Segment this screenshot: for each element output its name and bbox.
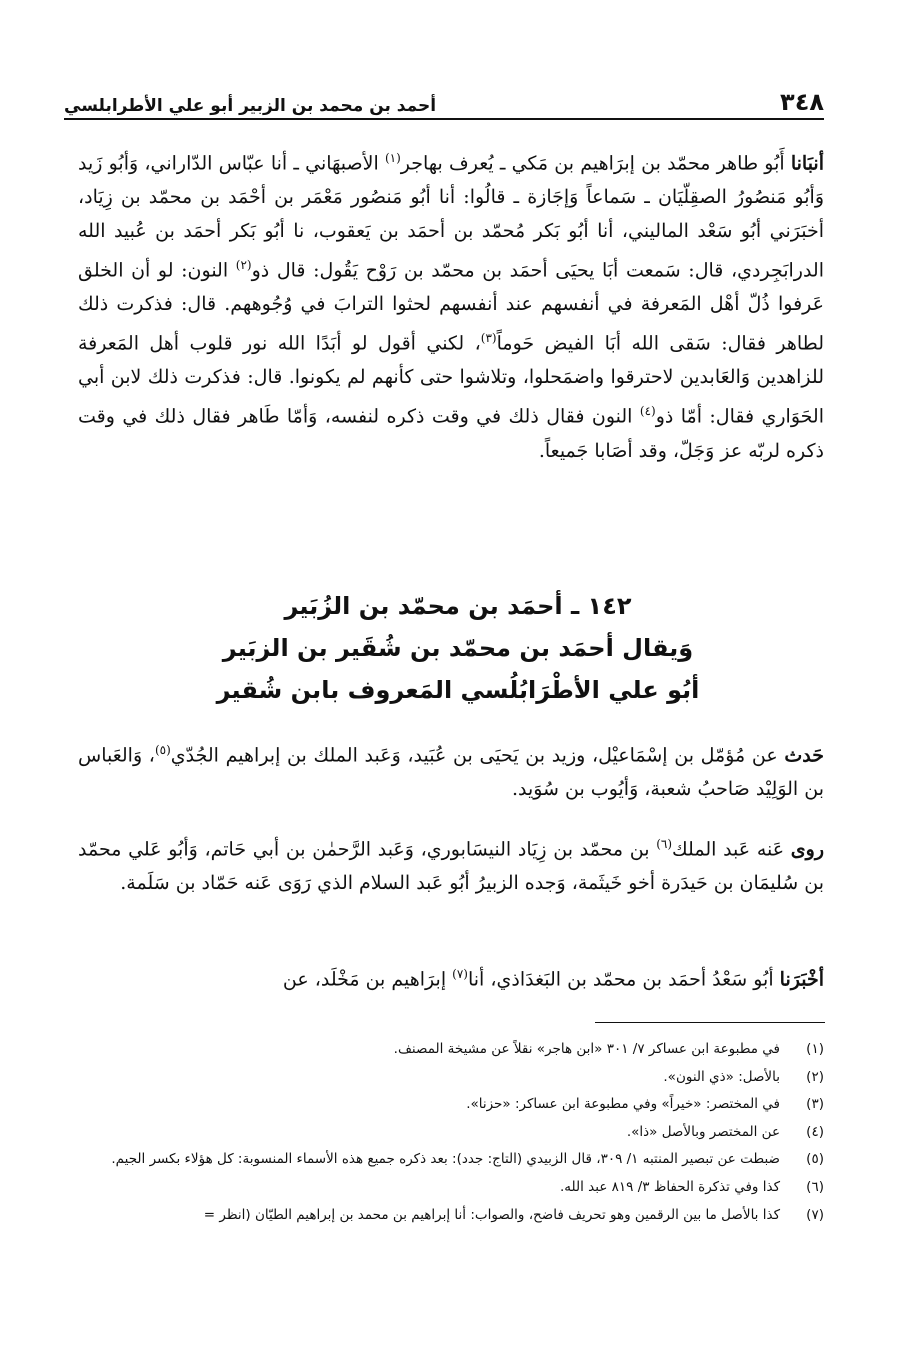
paragraph-4	[78, 958, 824, 997]
entry-title-line-2: وَيقال أحمَد بن محمّد بن شُقَير بن الزبَير	[222, 634, 694, 662]
paragraph-text: أَبُو طاهر محمّد بن إبرَاهيم بن مَكي ـ يُعرف بهاجر	[400, 152, 791, 175]
footnote-marker[interactable]: (٢)	[235, 258, 252, 273]
footnote-number: (٣)	[806, 1096, 824, 1113]
footnote-text: كذا وفي تذكرة الحفاظ ٣/ ٨١٩ عبد الله.	[560, 1178, 780, 1195]
paragraph-text: الأصبهَاني ـ أنا عبّاس الدّاراني، وَأبُو زَيد وَأبُو مَنصُورُ الصقِلّيَان ـ سَماعاً وَإجَازة ـ قالُوا: أنا أبُو مَنصُور مَعْمَر بن أحْمَد بن محمّد بن زِيَاد، أخبَرَني أبُو سَعْد الماليني، أنا أبُو بَكر مُحمّد بن أحمَد بن يَعقوب، نا أبُو بَكر أحمَد بن عُبيد الله الدرابَجِردي، قال: سَمعت أبَا يحيَى أحمَد بن محمّد بن رَوْح يَقُول: قال ذو	[78, 152, 824, 282]
paragraph-text: عن مُؤمّل بن إسْمَاعيْل، وزيد بن يَحيَى بن عُبَيد، وَعَبد الملك بن إبراهيم الجُدّي	[170, 744, 785, 767]
footnote-marker[interactable]: (١)	[384, 151, 401, 165]
footnote-number: (٦)	[806, 1178, 824, 1195]
header-rule	[64, 118, 824, 120]
paragraph-text: بن محمّد بن زِيَاد النيسَابوري، وَعَبد الرَّحمٰن بن أبي حَاتم، وَأبُو عَلي محمّد بن سُليمَان بن حَيدَرة أخو خَيثَمة، وَجده الزبيرُ أبُو عَبد السلام الذي رَوَى عَنه حَمّاد بن سَلَمة.	[78, 838, 824, 895]
footnote	[64, 1146, 824, 1174]
footnote-number: (٤)	[806, 1123, 824, 1140]
footnote	[64, 1091, 824, 1119]
footnote	[64, 1119, 824, 1147]
footnote-marker[interactable]: (٣)	[480, 331, 497, 346]
footnote-rule	[595, 1022, 825, 1023]
footnote	[64, 1036, 824, 1064]
footnote-text: في مطبوعة ابن عساكر ٧/ ٣٠١ «ابن هاجر» نقلاً عن مشيخة المصنف.	[393, 1041, 780, 1057]
paragraph-text: إبرَاهيم بن مَخْلَد، عن	[282, 968, 453, 991]
footnotes	[64, 1036, 824, 1229]
paragraph-text: عَنه عَبد الملك	[672, 838, 791, 861]
footnote-text: عن المختصر وبالأصل «ذا».	[626, 1123, 780, 1140]
paragraph-text: ، وَالعَباس بن الوَلِيْد صَاحبُ شعبة، وَأيُوب بن سُوَيد.	[78, 744, 824, 801]
footnote	[64, 1064, 824, 1092]
paragraph-lead: حَدث	[784, 744, 825, 767]
footnote-text: بالأصل: «ذي النون».	[663, 1068, 780, 1085]
page-number: ٣٤٨	[780, 88, 824, 116]
paragraph-lead: روى	[790, 838, 824, 861]
paragraph-text: النون: لو أن الخلق عَرفوا ذُلّ أهْل المَعرفة في أنفسهم عند أنفسهم لحثوا الترابَ في وُجُوههم. قال: فذكرت ذلك لطاهر فقال: سَقى الله أبَا الفيض حَوماً	[78, 259, 824, 355]
running-header	[64, 82, 824, 116]
footnote-number: (١)	[806, 1041, 824, 1057]
footnote-text: في المختصر: «خيراً» وفي مطبوعة ابن عساكر: «حزنا».	[466, 1096, 780, 1113]
paragraph-text: أبُو سَعْدُ أحمَد بن محمّد بن البَغدَاذي، أنا	[467, 968, 780, 991]
footnote-marker[interactable]: (٤)	[639, 404, 656, 419]
footnote-marker[interactable]: (٦)	[656, 837, 673, 851]
footnote-number: (٢)	[806, 1068, 824, 1085]
paragraph-text: النون فقال ذلك في وقت ذكره لنفسه، وَأمّا طَاهر فقال ذلك في وقت ذكره لربّه عز وَجَلّ، وقد أصَابا جَميعاً.	[78, 405, 824, 462]
paragraph-1	[78, 142, 824, 468]
footnote-number: (٧)	[806, 1206, 824, 1223]
footnote-text: ضبطت عن تبصير المنتبه ١/ ٣٠٩، قال الزبيدي (التاج: جدد): بعد ذكره جميع هذه الأسماء المنسوبة: كل هؤلاء بكسر الجيم.	[111, 1151, 780, 1168]
paragraph-3	[78, 828, 824, 901]
paragraph-2	[78, 734, 824, 807]
running-title: أحمد بن محمد بن الزبير أبو علي الأطرابلسي	[64, 96, 437, 116]
footnote	[64, 1202, 824, 1230]
footnote-marker[interactable]: (٥)	[154, 743, 171, 757]
footnote-number: (٥)	[806, 1151, 824, 1168]
entry-title	[90, 585, 826, 711]
paragraph-lead: أنبَانا	[790, 152, 824, 175]
footnote-marker[interactable]: (٧)	[452, 967, 468, 981]
footnote-text: كذا بالأصل ما بين الرقمين وهو تحريف فاضح، والصواب: أنا إبراهيم بن محمد بن إبراهيم الطيّان (انظر =	[203, 1206, 780, 1223]
entry-title-line-3: أبُو علي الأطْرَابُلُسي المَعروف بابن شُقير	[216, 676, 700, 704]
paragraph-lead: أخْبَرَنا	[779, 968, 824, 991]
paragraph-text: ، لكني أقول لو أبَدًا الله نور قلوب أهل المَعرفة للزاهدين وَالعَابدين لاحترقوا واضمَحلوا، وتلاشوا حتى كأنهم لم يكونوا. قال: فذكرت ذلك لابن أبي الحَوَاري فقال: أمّا ذو	[78, 332, 824, 428]
entry-title-line-1: ١٤٢ ـ أحمَد بن محمّد بن الزُبَير	[284, 592, 632, 620]
footnote	[64, 1174, 824, 1202]
